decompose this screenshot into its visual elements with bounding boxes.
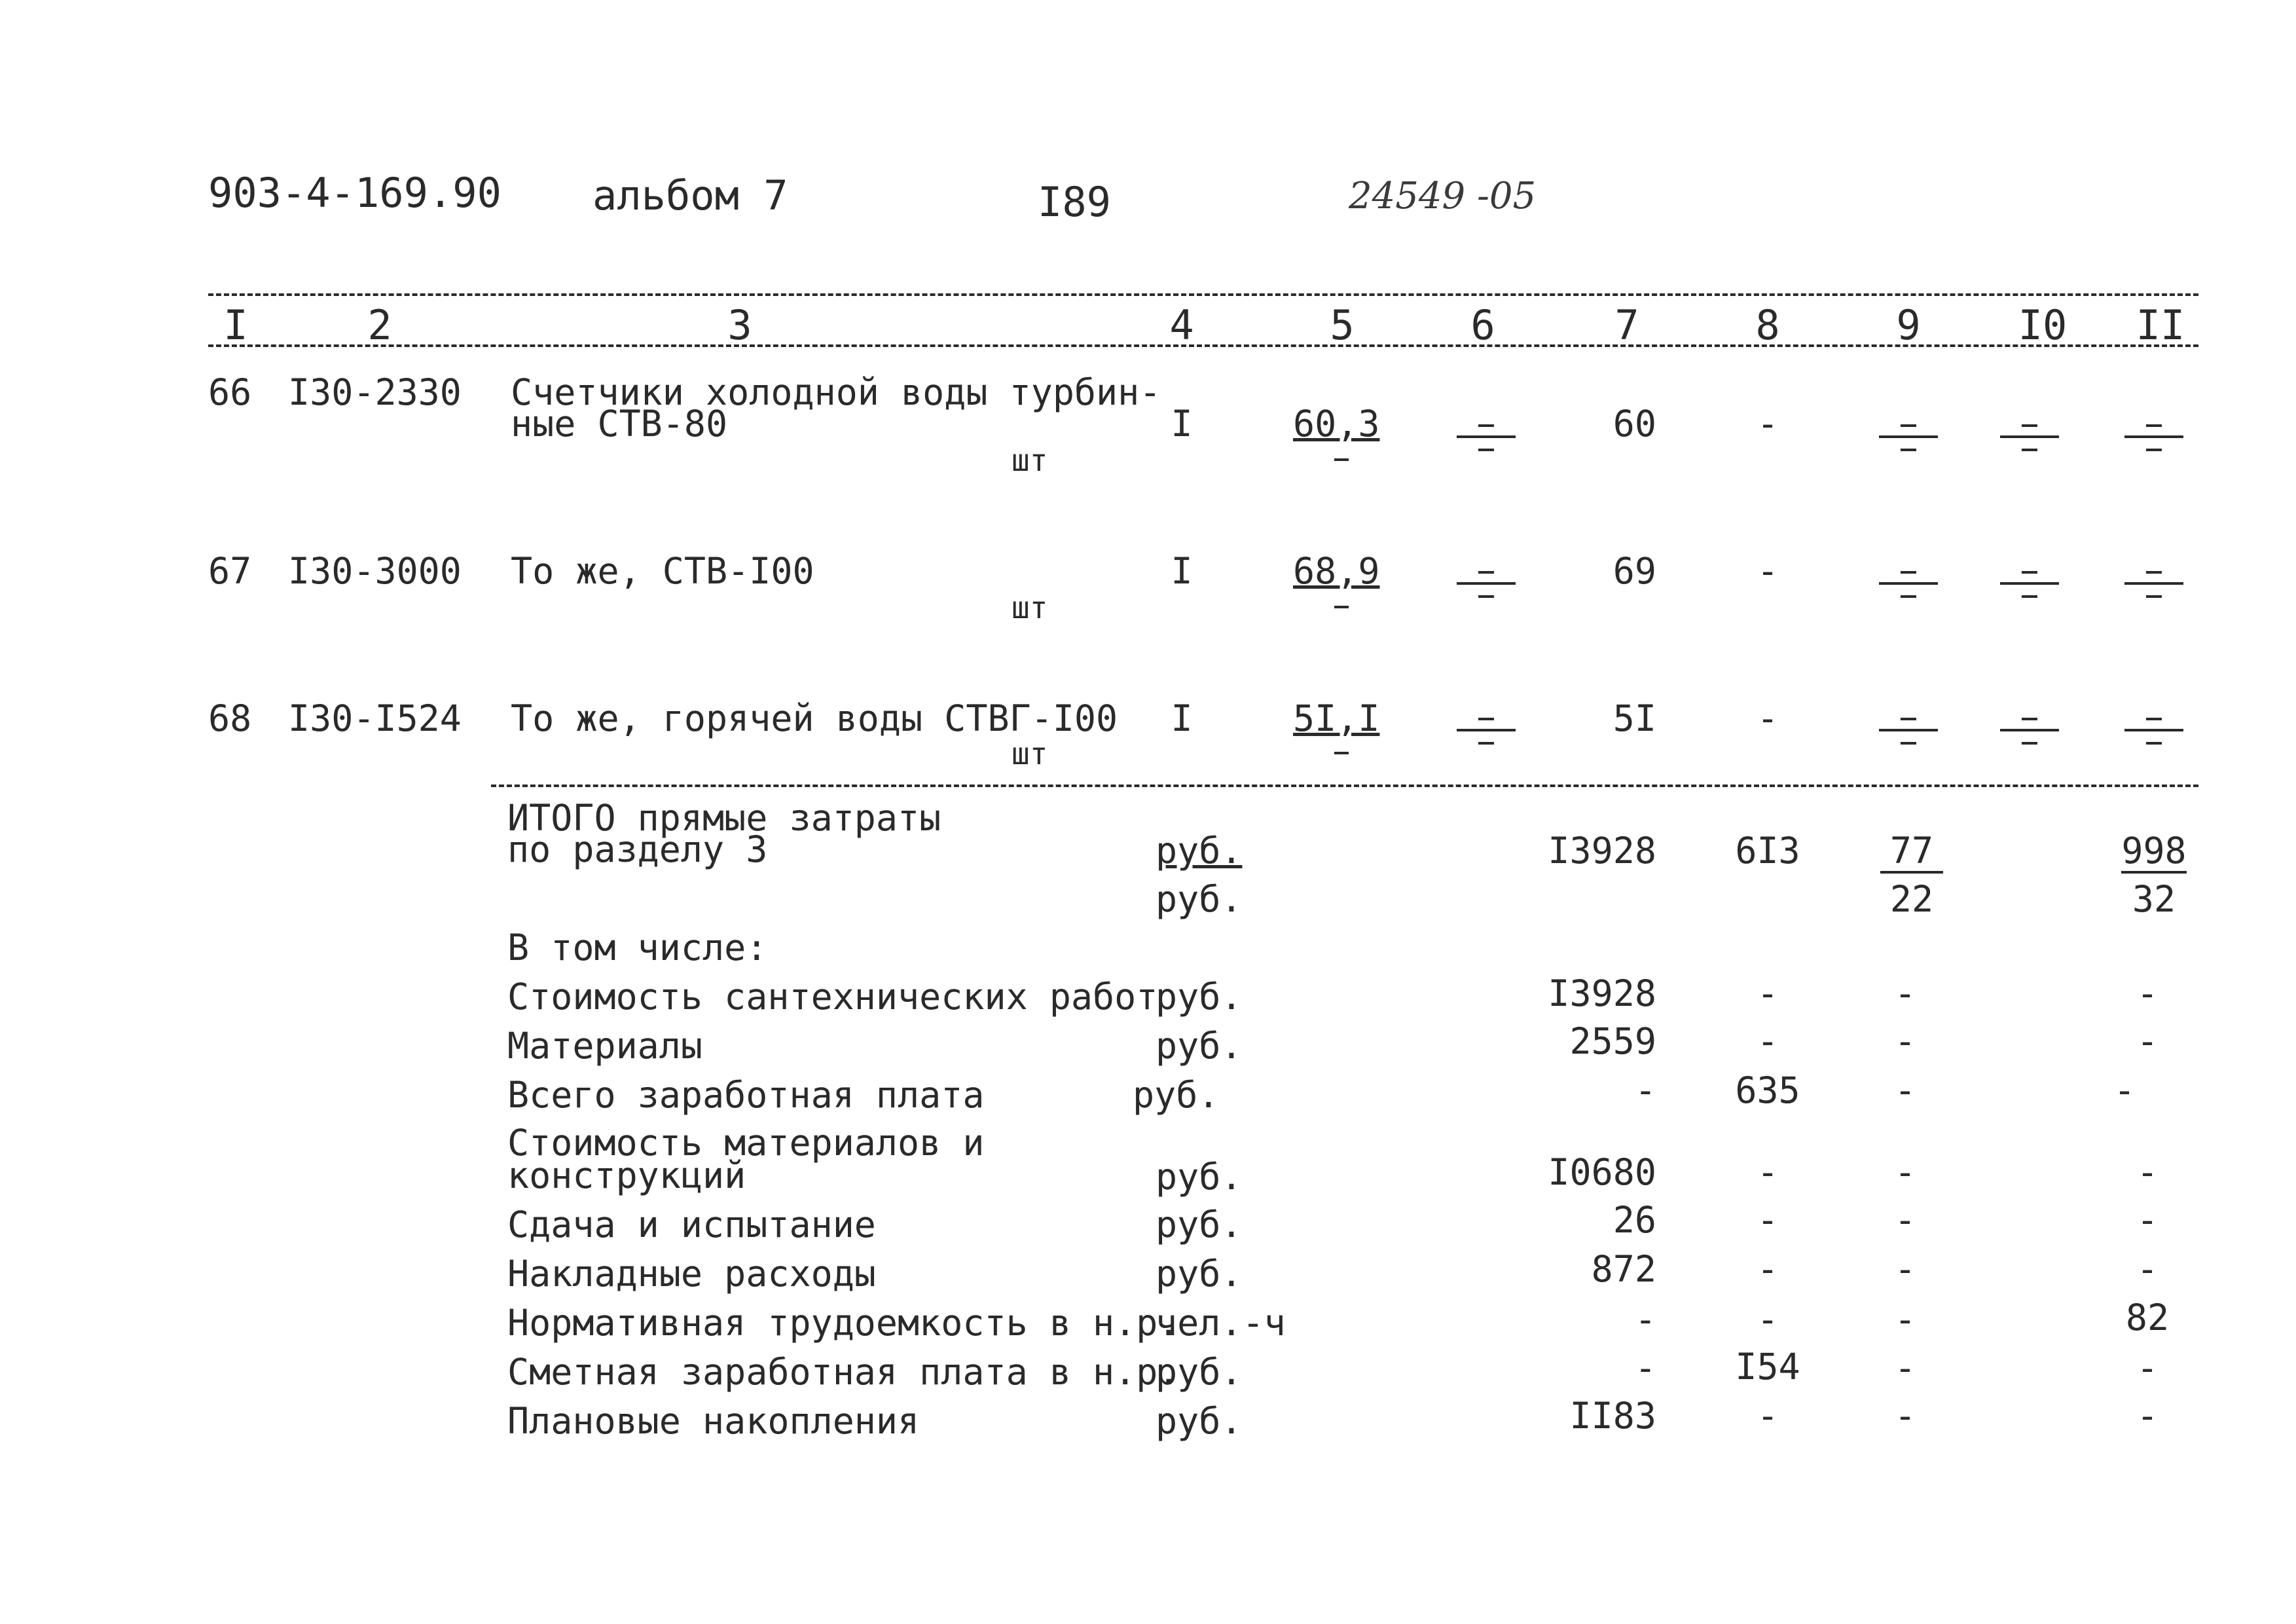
breakdown-unit: руб.: [1156, 976, 1243, 1018]
item-quantity: I: [1171, 697, 1193, 739]
row-number: 66: [208, 371, 252, 413]
breakdown-unit: руб.: [1156, 1400, 1243, 1442]
breakdown-unit: руб.: [1156, 1025, 1243, 1067]
totals-col9-numerator: 77: [1889, 830, 1934, 872]
item-unit: шт: [1011, 443, 1048, 478]
empty-fraction: [1457, 718, 1516, 757]
totals-separator: [491, 784, 2198, 787]
breakdown-col8: I54: [1735, 1346, 1800, 1388]
breakdown-label: Накладные расходы: [507, 1253, 876, 1295]
column-number: 5: [1330, 301, 1355, 349]
breakdown-col11: -: [2136, 1020, 2159, 1062]
totals-col9-denominator: 22: [1889, 878, 1934, 920]
column-number: I0: [2018, 301, 2068, 349]
column-number: 7: [1614, 301, 1639, 349]
breakdown-col8: -: [1757, 1299, 1779, 1340]
album-label: альбом 7: [592, 172, 788, 219]
empty-fraction: [1879, 571, 1938, 610]
breakdown-col7: -: [1634, 1347, 1656, 1389]
breakdown-label: Стоимость сантехнических работ: [507, 976, 1158, 1018]
price-code: I30-3000: [288, 550, 462, 592]
column-number: 3: [727, 301, 752, 349]
page-number: I89: [1038, 178, 1111, 226]
column-number: 2: [367, 301, 392, 349]
totals-label: ИТОГО прямые затраты: [507, 797, 941, 839]
total-cost: 69: [1613, 550, 1656, 592]
breakdown-col7: 26: [1613, 1199, 1656, 1241]
breakdown-col9: -: [1894, 972, 1916, 1014]
breakdown-col8: -: [1757, 1199, 1779, 1241]
breakdown-col9: -: [1894, 1199, 1916, 1241]
total-cost: 60: [1613, 403, 1656, 445]
col8-value: -: [1757, 550, 1779, 592]
empty-fraction: [2000, 571, 2059, 610]
item-description: Счетчики холодной воды турбин-: [511, 371, 1161, 413]
breakdown-label: Плановые накопления: [507, 1400, 920, 1442]
item-description: То же, горячей воды СТВГ-I00: [511, 697, 1118, 739]
breakdown-col7: 872: [1591, 1248, 1656, 1290]
breakdown-col9: -: [1894, 1151, 1916, 1193]
totals-label-cont: по разделу 3: [507, 828, 768, 870]
breakdown-label: Стоимость материалов и: [507, 1122, 985, 1164]
col8-value: -: [1757, 697, 1779, 739]
price-code: I30-I524: [288, 697, 462, 739]
breakdown-col7: 2559: [1569, 1020, 1656, 1062]
breakdown-unit: руб.: [1156, 1351, 1243, 1393]
item-quantity: I: [1171, 550, 1193, 592]
breakdown-col9: -: [1894, 1299, 1916, 1340]
breakdown-col8: -: [1757, 1248, 1779, 1290]
col8-value: -: [1757, 403, 1779, 445]
unit-price: 5I,I: [1293, 697, 1380, 739]
breakdown-col11: -: [2136, 1151, 2159, 1193]
column-number: II: [2136, 301, 2185, 349]
unit-price: 60,3: [1293, 403, 1380, 445]
breakdown-label: Нормативная трудоемкость в н.р.: [507, 1302, 1180, 1344]
fraction-bar: [1880, 871, 1943, 874]
breakdown-col9: -: [1894, 1347, 1916, 1389]
empty-fraction: [1879, 718, 1938, 757]
breakdown-unit: руб.: [1156, 1253, 1243, 1295]
breakdown-col9: -: [1894, 1069, 1916, 1111]
empty-fraction: [1457, 424, 1516, 464]
breakdown-col11: -: [2136, 1395, 2159, 1437]
empty-fraction: [2000, 718, 2059, 757]
breakdown-col9: -: [1894, 1248, 1916, 1290]
breakdown-col11: -: [2136, 1347, 2159, 1389]
empty-fraction: [2124, 571, 2183, 610]
item-unit: шт: [1011, 736, 1048, 771]
price-code: I30-2330: [288, 371, 462, 413]
breakdown-label: Всего заработная плата: [507, 1074, 985, 1116]
unit-price: 68,9: [1293, 550, 1380, 592]
breakdown-label: Сдача и испытание: [507, 1204, 876, 1246]
price-dash: [1334, 458, 1349, 461]
totals-col11-denominator: 32: [2132, 878, 2176, 920]
breakdown-unit: руб.: [1156, 1156, 1243, 1198]
breakdown-col7: I0680: [1548, 1151, 1656, 1193]
row-number: 68: [208, 697, 252, 739]
header-top-rule: [208, 293, 2198, 296]
breakdown-col11: -: [2136, 1248, 2159, 1290]
breakdown-col7: I3928: [1548, 972, 1656, 1014]
item-quantity: I: [1171, 403, 1193, 445]
fraction-bar: [2121, 871, 2187, 874]
empty-fraction: [1457, 571, 1516, 610]
breakdown-col8: -: [1757, 1395, 1779, 1437]
breakdown-label-cont: конструкций: [507, 1154, 746, 1196]
breakdown-col11: -: [2136, 1199, 2159, 1241]
breakdown-col8: -: [1757, 1020, 1779, 1062]
column-number: 4: [1169, 301, 1194, 349]
breakdown-col7: -: [1634, 1299, 1656, 1340]
breakdown-col11: -: [2136, 972, 2159, 1014]
breakdown-unit: руб.: [1133, 1074, 1220, 1116]
document-code: 903-4-169.90: [208, 169, 501, 217]
breakdown-col11: -: [2113, 1069, 2136, 1111]
breakdown-col8: 635: [1735, 1069, 1800, 1111]
totals-col8: 6I3: [1735, 830, 1800, 872]
breakdown-col8: -: [1757, 972, 1779, 1014]
breakdown-col11: 82: [2125, 1297, 2170, 1338]
totals-col7: I3928: [1548, 830, 1656, 872]
row-number: 67: [208, 550, 252, 592]
price-dash: [1334, 752, 1349, 754]
price-dash: [1334, 606, 1349, 608]
empty-fraction: [1879, 424, 1938, 464]
item-description-cont: ные СТВ-80: [511, 403, 728, 445]
column-number: 8: [1755, 301, 1780, 349]
totals-unit: руб.: [1156, 830, 1243, 872]
including-label: В том числе:: [507, 927, 768, 969]
breakdown-col8: -: [1757, 1151, 1779, 1193]
total-cost: 5I: [1613, 697, 1656, 739]
breakdown-unit: чел.-ч: [1156, 1302, 1286, 1344]
empty-fraction: [2000, 424, 2059, 464]
totals-unit-secondary: руб.: [1156, 878, 1243, 920]
breakdown-label: Материалы: [507, 1025, 703, 1067]
breakdown-col7: -: [1634, 1069, 1656, 1111]
empty-fraction: [2124, 718, 2183, 757]
breakdown-col9: -: [1894, 1395, 1916, 1437]
column-number: I: [223, 301, 248, 349]
handwritten-reference: 24549 -05: [1349, 175, 1537, 217]
item-unit: шт: [1011, 590, 1048, 625]
column-number: 9: [1896, 301, 1921, 349]
breakdown-col9: -: [1894, 1020, 1916, 1062]
item-description: То же, СТВ-I00: [511, 550, 814, 592]
totals-col11-numerator: 998: [2121, 830, 2187, 872]
breakdown-label: Сметная заработная плата в н.р.: [507, 1351, 1180, 1393]
column-number: 6: [1470, 301, 1495, 349]
breakdown-unit: руб.: [1156, 1204, 1243, 1246]
empty-fraction: [2124, 424, 2183, 464]
breakdown-col7: II83: [1569, 1395, 1656, 1437]
